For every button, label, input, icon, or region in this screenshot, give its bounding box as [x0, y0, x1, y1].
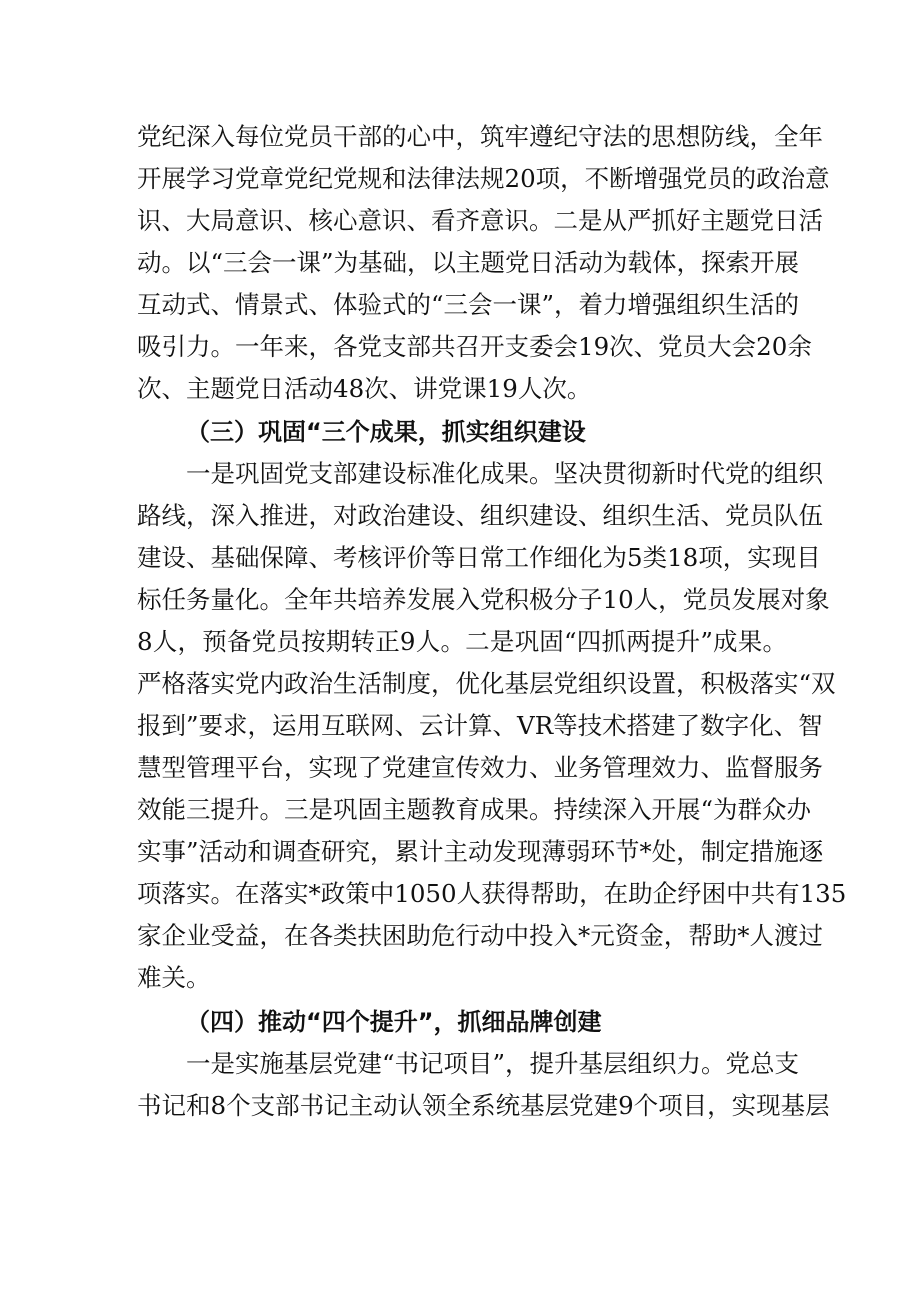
text-line: 开展学习党章党纪党规和法律法规20项，不断增强党员的政治意 — [137, 164, 830, 193]
text-line: 识、大局意识、核心意识、看齐意识。二是从严抓好主题党日活 — [137, 206, 823, 235]
text-line: 慧型管理平台，实现了党建宣传效力、业务管理效力、监督服务 — [137, 753, 823, 782]
text-line: 次、主题党日活动48次、讲党课19人次。 — [137, 374, 592, 403]
text-line: 报到”要求，运用互联网、云计算、VR等技术搭建了数字化、智 — [137, 711, 823, 740]
section-heading-3: （三）巩固“三个成果，抓实组织建设 — [186, 418, 586, 446]
text-line: 路线，深入推进，对政治建设、组织建设、组织生活、党员队伍 — [137, 501, 823, 530]
text-line: 建设、基础保障、考核评价等日常工作细化为5类18项，实现目 — [137, 543, 821, 572]
text-line: 实事”活动和调查研究，累计主动发现薄弱环节*处，制定措施逐 — [137, 837, 824, 866]
text-line: 党纪深入每位党员干部的心中，筑牢遵纪守法的思想防线，全年 — [137, 122, 823, 151]
text-line: 标任务量化。全年共培养发展入党积极分子10人，党员发展对象 — [137, 585, 830, 614]
text-line: 书记和8个支部书记主动认领全系统基层党建9个项目，实现基层 — [137, 1091, 830, 1120]
text-line: 家企业受益，在各类扶困助危行动中投入*元资金，帮助*人渡过 — [137, 921, 823, 950]
text-line: 项落实。在落实*政策中1050人获得帮助，在助企纾困中共有135 — [137, 879, 847, 908]
text-line: 难关。 — [137, 963, 211, 992]
text-line: 8人，预备党员按期转正9人。二是巩固“四抓两提升”成果。 — [137, 627, 787, 656]
text-line: 互动式、情景式、体验式的“三会一课”，着力增强组织生活的 — [137, 290, 800, 319]
text-line: 效能三提升。三是巩固主题教育成果。持续深入开展“为群众办 — [137, 795, 812, 824]
text-line: 动。以“三会一课”为基础，以主题党日活动为载体，探索开展 — [137, 248, 800, 277]
text-line: 一是巩固党支部建设标准化成果。坚决贯彻新时代党的组织 — [186, 459, 823, 488]
text-line: 吸引力。一年来，各党支部共召开支委会19次、党员大会20余 — [137, 332, 812, 361]
section-heading-4: （四）推动“四个提升”，抓细品牌创建 — [186, 1008, 602, 1036]
text-line: 严格落实党内政治生活制度，优化基层党组织设置，积极落实“双 — [137, 669, 836, 698]
text-line: 一是实施基层党建“书记项目”，提升基层组织力。党总支 — [186, 1049, 800, 1078]
